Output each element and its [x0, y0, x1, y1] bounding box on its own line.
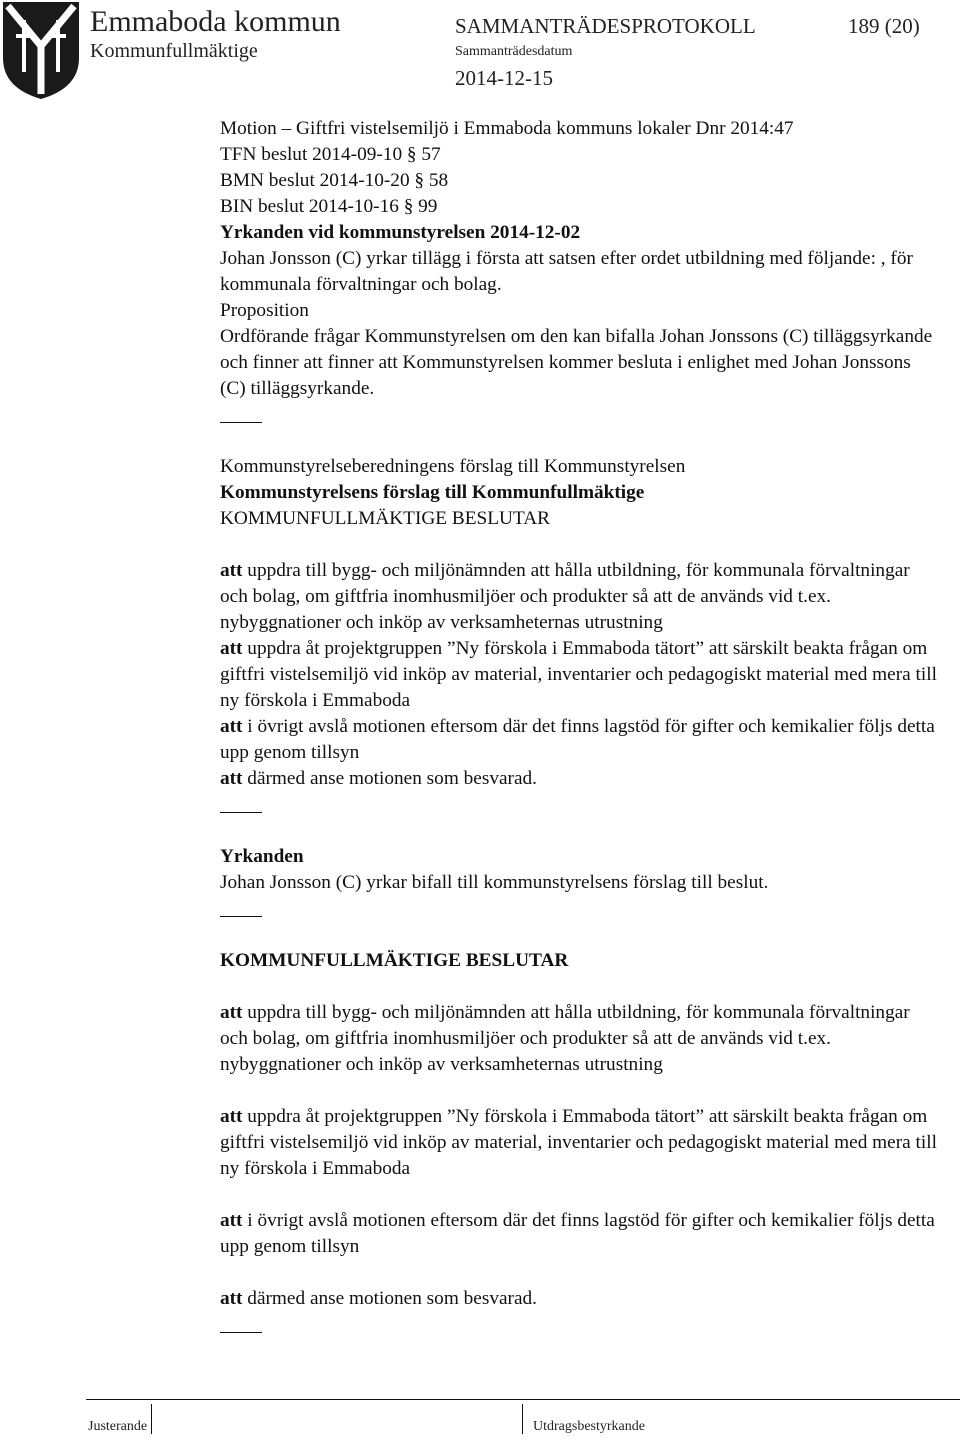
- clause-lead: att: [220, 716, 243, 737]
- decision-clause: [220, 1208, 940, 1260]
- clause-text: därmed anse motionen som besvarad.: [242, 768, 537, 789]
- separator-rule: [220, 1312, 940, 1338]
- paragraph: Kommunstyrelseberedningens förslag till Kommunstyrelsen: [220, 456, 686, 477]
- clause-text: uppdra åt projektgruppen ”Ny förskola i Emmaboda tätort” att särskilt beakta frågan om giftfri vistelsemiljö vid inköp av material, inventarier och pedagogiskt material med mera till ny förskola i Emmaboda: [220, 638, 937, 711]
- justerande-box-divider: [151, 1404, 152, 1434]
- separator-line: [220, 422, 262, 423]
- paragraph: BMN beslut 2014-10-20 § 58: [220, 170, 449, 191]
- decision-clause: [220, 1104, 940, 1182]
- decision-clause: [220, 1000, 940, 1078]
- paragraph: BIN beslut 2014-10-16 § 99: [220, 196, 438, 217]
- clause-lead: att: [220, 1106, 243, 1127]
- emmaboda-coat-of-arms-icon: [0, 0, 82, 100]
- paragraph: Johan Jonsson (C) yrkar tillägg i första att satsen efter ordet utbildning med följande: , för kommunala förvaltningar och bolag.: [220, 248, 913, 295]
- decision-clause: [220, 766, 940, 792]
- blank-line: [220, 532, 940, 558]
- paragraph: Proposition: [220, 300, 309, 321]
- decision-clause: [220, 636, 940, 714]
- separator-rule: [220, 896, 940, 922]
- separator-line: [220, 812, 262, 813]
- clause-lead: att: [220, 560, 243, 581]
- blank-line: [220, 1182, 940, 1208]
- section-heading: Yrkanden: [220, 846, 304, 867]
- blank-line: [220, 818, 940, 844]
- blank-line: [220, 1078, 940, 1104]
- meeting-date-label: Sammanträdesdatum: [455, 44, 573, 59]
- utdragsbestyrkande-label: Utdragsbestyrkande: [533, 1419, 645, 1434]
- separator-line: [220, 916, 262, 917]
- decision-clause: [220, 1286, 940, 1312]
- organization-name: Emmaboda kommun: [90, 5, 341, 38]
- clause-text: i övrigt avslå motionen eftersom där det finns lagstöd för gifter och kemikalier följs detta upp genom tillsyn: [220, 716, 935, 763]
- clause-lead: att: [220, 1002, 243, 1023]
- clause-text: i övrigt avslå motionen eftersom där det finns lagstöd för gifter och kemikalier följs detta upp genom tillsyn: [220, 1210, 935, 1257]
- section-heading: KOMMUNFULLMÄKTIGE BESLUTAR: [220, 950, 569, 971]
- meeting-date: 2014-12-15: [455, 66, 553, 90]
- clause-lead: att: [220, 768, 243, 789]
- clause-lead: att: [220, 638, 243, 659]
- clause-lead: att: [220, 1288, 243, 1309]
- paragraph: Ordförande frågar Kommunstyrelsen om den kan bifalla Johan Jonssons (C) tilläggsyrkande och finner att finner att Kommunstyrelsen kommer besluta i enlighet med Johan Jonssons (C) tilläggsyrkande.: [220, 326, 933, 399]
- blank-line: [220, 1260, 940, 1286]
- footer-rule: [86, 1399, 960, 1400]
- blank-line: [220, 974, 940, 1000]
- clause-lead: att: [220, 1210, 243, 1231]
- organization-body: Kommunfullmäktige: [90, 40, 258, 62]
- document-type: SAMMANTRÄDESPROTOKOLL: [455, 14, 756, 38]
- blank-line: [220, 922, 940, 948]
- blank-line: [220, 428, 940, 454]
- clause-text: uppdra till bygg- och miljönämnden att hålla utbildning, för kommunala förvaltningar och bolag, om giftfria inomhusmiljöer och produkter så att de används vid t.ex. nybyggnationer och inköp av verksamheternas utrustning: [220, 560, 910, 633]
- paragraph: TFN beslut 2014-09-10 § 57: [220, 144, 441, 165]
- separator-rule: [220, 402, 940, 428]
- decision-clause: [220, 714, 940, 766]
- decision-clause: [220, 558, 940, 636]
- section-heading: Kommunstyrelsens förslag till Kommunfullmäktige: [220, 482, 645, 503]
- separator-line: [220, 1332, 262, 1333]
- clause-text: uppdra åt projektgruppen ”Ny förskola i Emmaboda tätort” att särskilt beakta frågan om giftfri vistelsemiljö vid inköp av material, inventarier och pedagogiskt material med mera till ny förskola i Emmaboda: [220, 1106, 937, 1179]
- utdrag-box-divider: [522, 1404, 523, 1434]
- separator-rule: [220, 792, 940, 818]
- document-body: [220, 116, 940, 1338]
- clause-text: därmed anse motionen som besvarad.: [242, 1288, 537, 1309]
- paragraph: Motion – Giftfri vistelsemiljö i Emmaboda kommuns lokaler Dnr 2014:47: [220, 118, 794, 139]
- section-heading: Yrkanden vid kommunstyrelsen 2014-12-02: [220, 222, 581, 243]
- paragraph: Johan Jonsson (C) yrkar bifall till kommunstyrelsens förslag till beslut.: [220, 872, 769, 893]
- clause-text: uppdra till bygg- och miljönämnden att hålla utbildning, för kommunala förvaltningar och bolag, om giftfria inomhusmiljöer och produkter så att de används vid t.ex. nybyggnationer och inköp av verksamheternas utrustning: [220, 1002, 910, 1075]
- justerande-label: Justerande: [88, 1419, 148, 1434]
- paragraph: KOMMUNFULLMÄKTIGE BESLUTAR: [220, 508, 550, 529]
- page-number: 189 (20): [848, 14, 920, 38]
